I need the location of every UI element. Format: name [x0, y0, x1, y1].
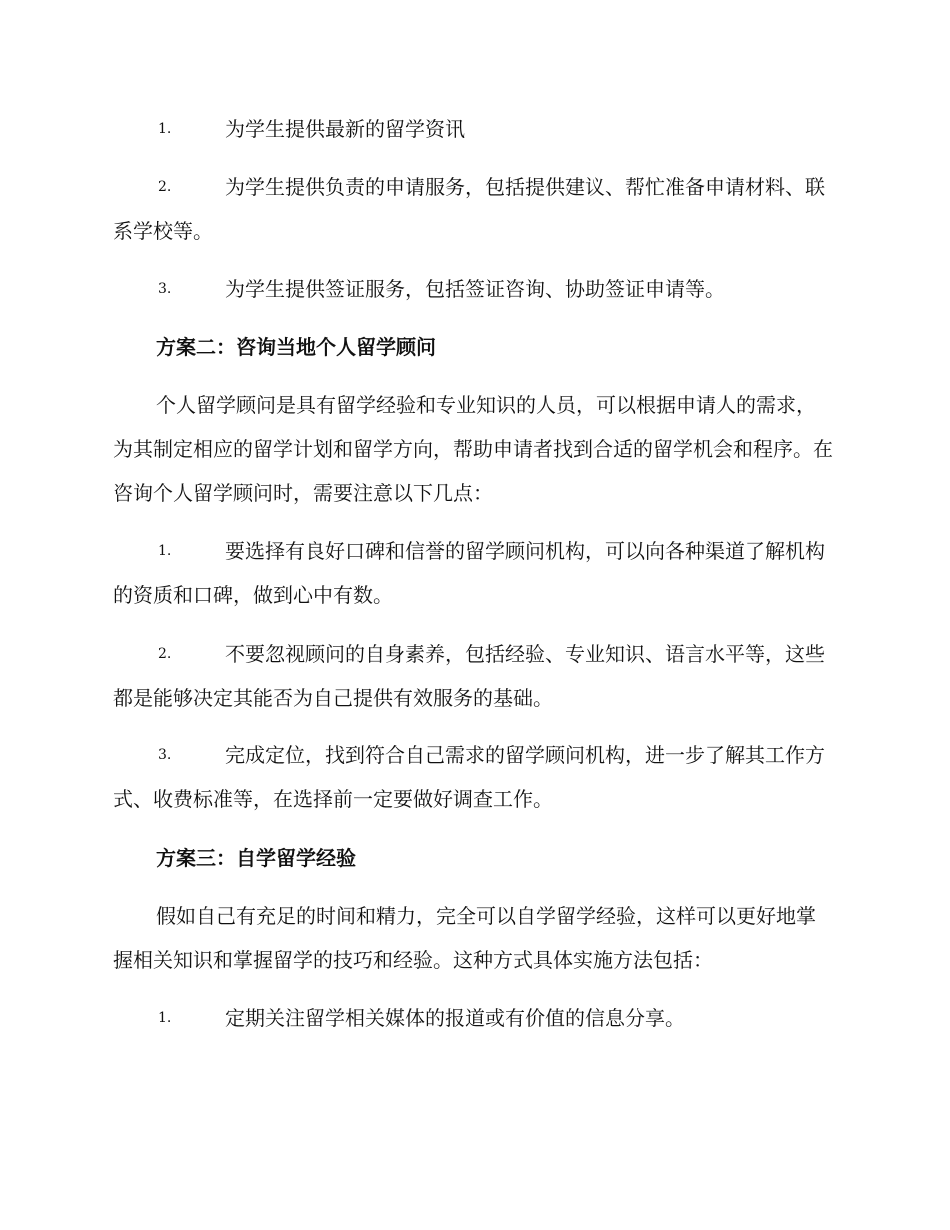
list-item — [113, 267, 833, 311]
list-number: 2. — [158, 646, 172, 662]
section-paragraph: 假如自己有充足的时间和精力，完全可以自学留学经验，这样可以更好地掌握相关知识和掌握留学的技巧和经验。这种方式具体实施方法包括： — [113, 904, 816, 972]
list-text: 完成定位，找到符合自己需求的留学顾问机构，进一步了解其工作方式、收费标准等，在选择前一定要做好调查工作。 — [113, 743, 825, 811]
list-item — [113, 107, 833, 151]
list-item — [113, 165, 833, 253]
section-heading: 方案三：自学留学经验 — [156, 846, 356, 870]
list-text: 为学生提供最新的留学资讯 — [225, 117, 465, 141]
list-number: 2. — [158, 179, 172, 195]
section-heading: 方案二：咨询当地个人留学顾问 — [156, 335, 436, 359]
list-number: 1. — [158, 121, 172, 137]
list-item — [113, 996, 833, 1040]
list-item — [113, 632, 833, 720]
list-number: 3. — [158, 281, 172, 297]
list-item — [113, 529, 833, 617]
list-text: 为学生提供签证服务，包括签证咨询、协助签证申请等。 — [225, 277, 725, 301]
list-text: 不要忽视顾问的自身素养，包括经验、专业知识、语言水平等，这些都是能够决定其能否为自己提供有效服务的基础。 — [113, 642, 825, 710]
list-text: 定期关注留学相关媒体的报道或有价值的信息分享。 — [225, 1006, 685, 1030]
list-number: 1. — [158, 543, 172, 559]
list-number: 3. — [158, 747, 172, 763]
section-paragraph: 个人留学顾问是具有留学经验和专业知识的人员，可以根据申请人的需求，为其制定相应的留学计划和留学方向，帮助申请者找到合适的留学机会和程序。在咨询个人留学顾问时，需要注意以下几点： — [113, 393, 833, 505]
list-text: 要选择有良好口碑和信誉的留学顾问机构，可以向各种渠道了解机构的资质和口碑，做到心中有数。 — [113, 539, 825, 607]
list-text: 为学生提供负责的申请服务，包括提供建议、帮忙准备申请材料、联系学校等。 — [113, 175, 825, 243]
list-number: 1. — [158, 1010, 172, 1026]
list-item — [113, 733, 833, 821]
